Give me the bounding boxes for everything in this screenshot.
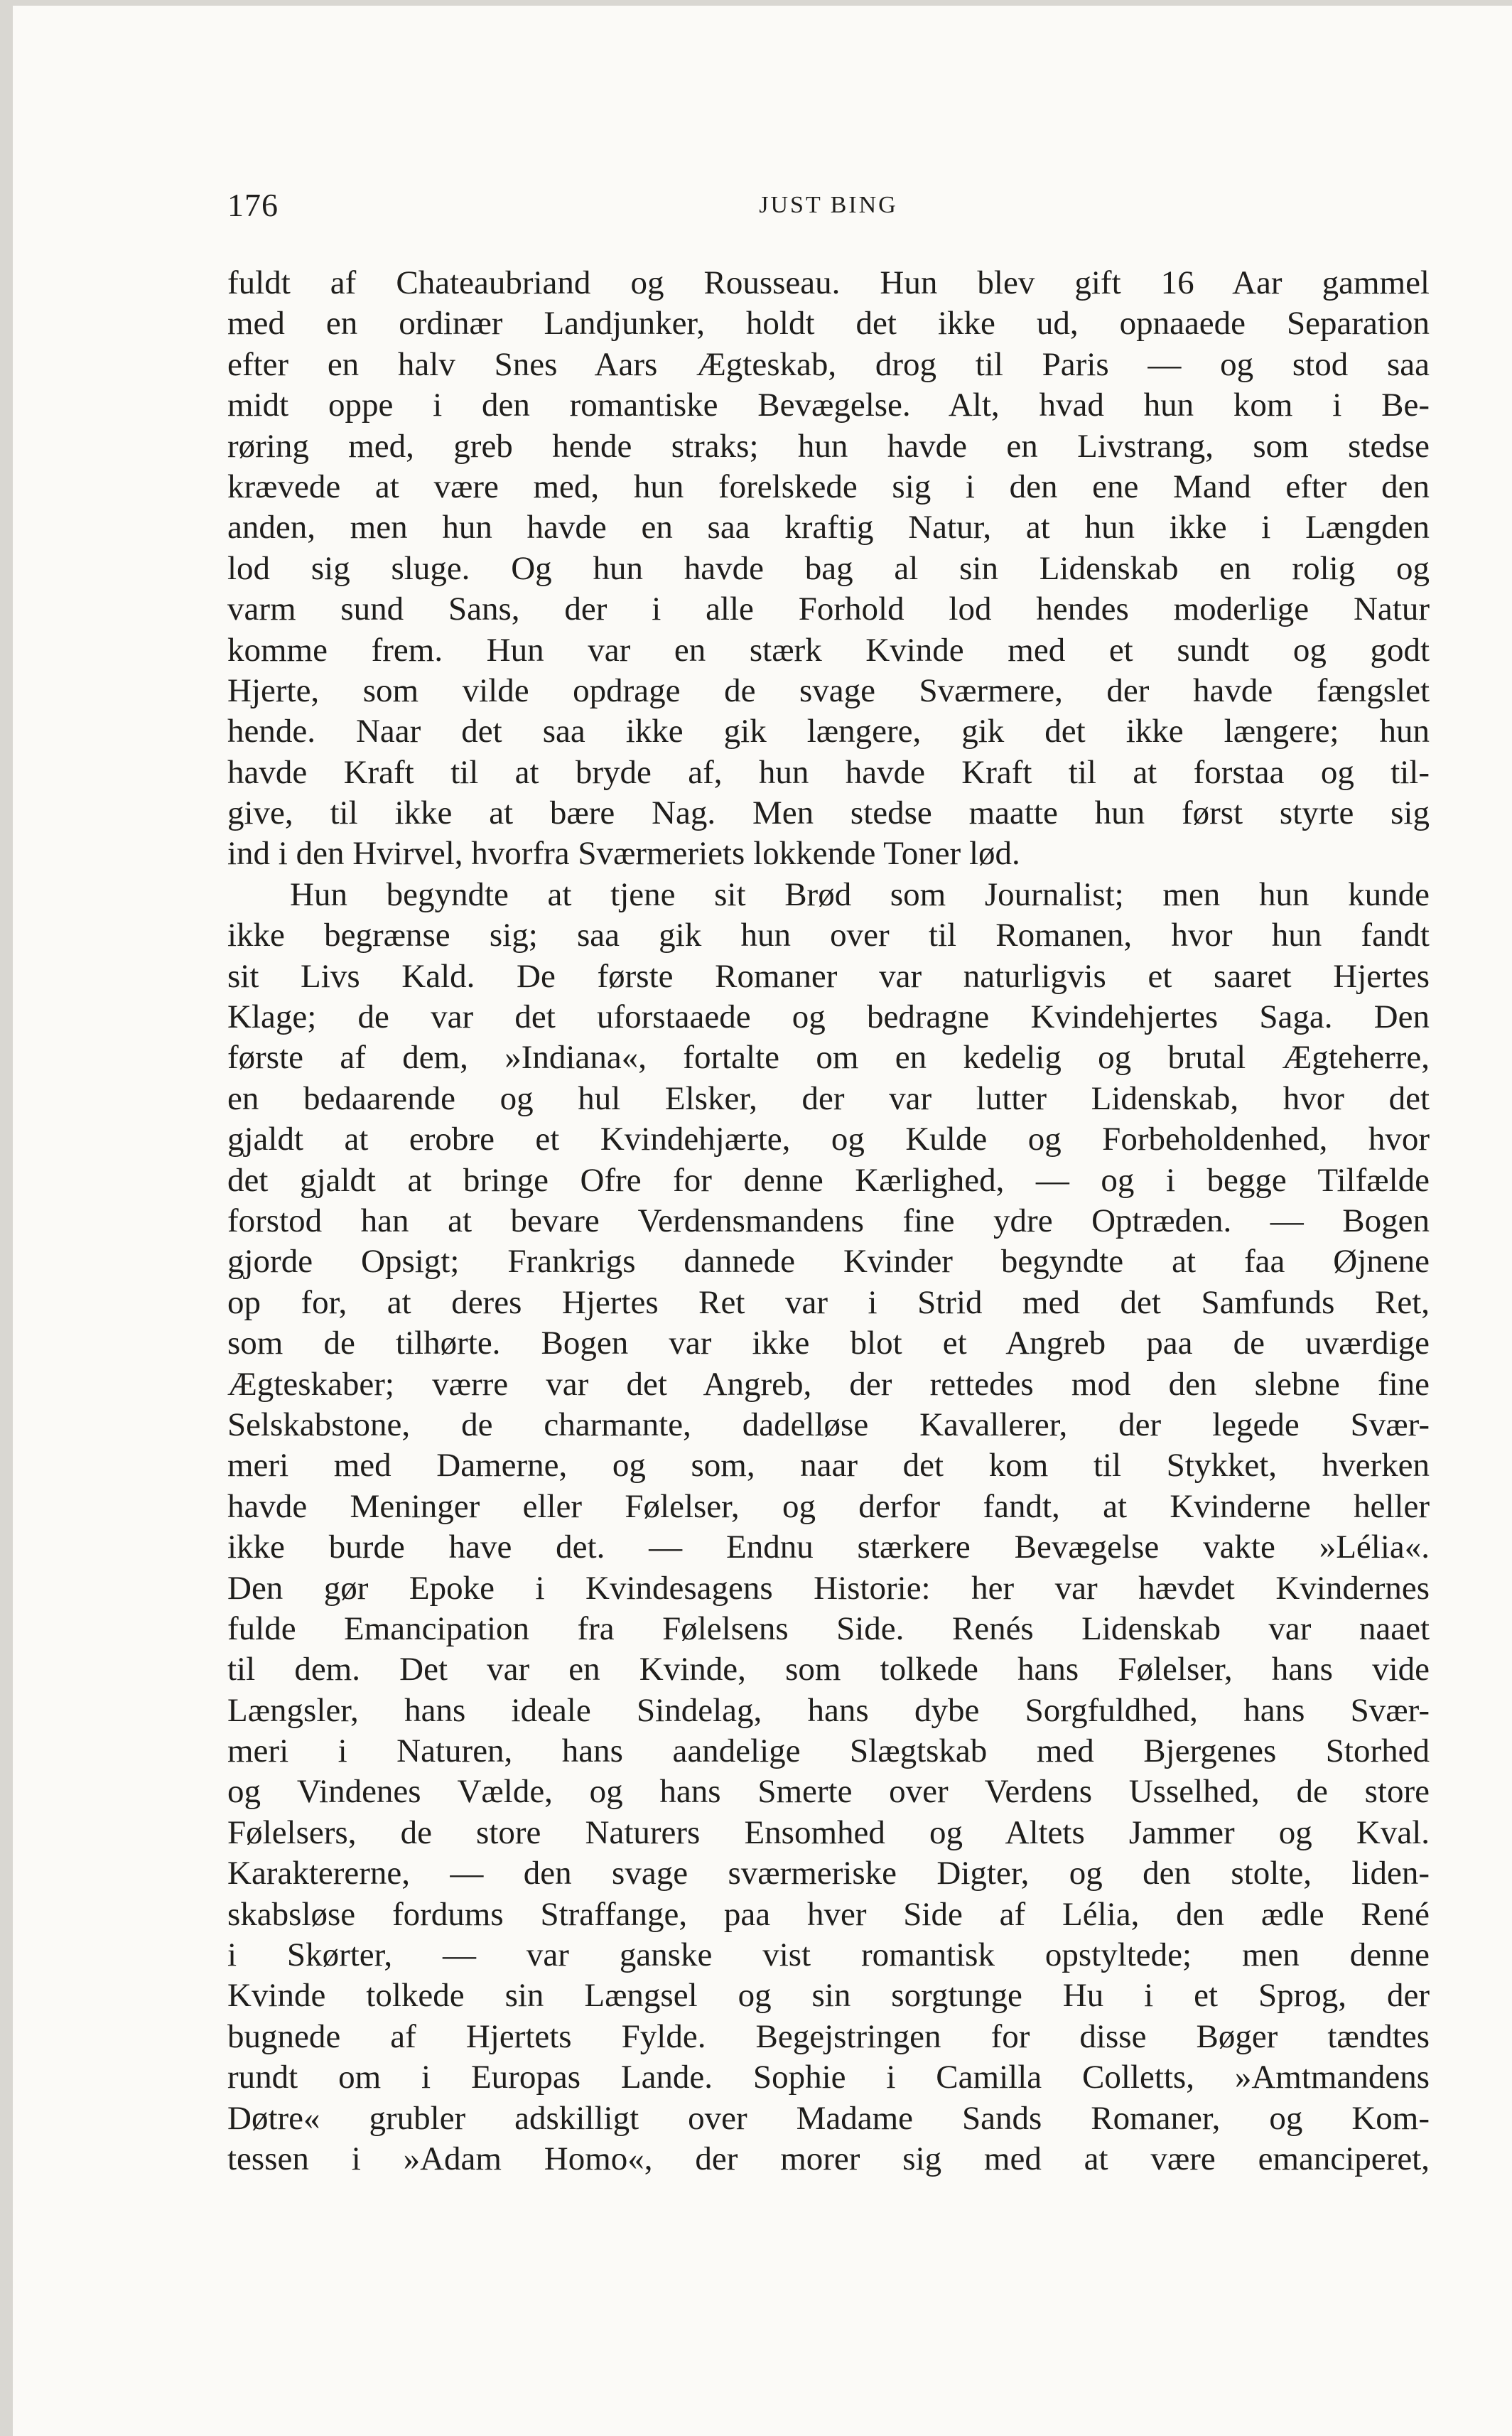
body-text <box>227 263 1430 2179</box>
text-line: med en ordinær Landjunker, holdt det ikke ud, opnaaede Separation <box>227 305 1430 343</box>
text-line: krævede at være med, hun forelskede sig i den ene Mand efter den <box>227 468 1430 505</box>
text-line: Selskabstone, de charmante, dadelløse Kavallerer, der legede Svær- <box>227 1406 1430 1443</box>
text-line: Karaktererne, — den svage sværmeriske Digter, og den stolte, liden- <box>227 1855 1430 1892</box>
text-line: sit Livs Kald. De første Romaner var naturligvis et saaret Hjertes <box>227 957 1430 995</box>
text-line: ind i den Hvirvel, hvorfra Sværmeriets lokkende Toner lød. <box>227 835 1020 873</box>
text-line: havde Meninger eller Følelser, og derfor fandt, at Kvinderne heller <box>227 1487 1430 1525</box>
text-line: midt oppe i den romantiske Bevægelse. Alt, hvad hun kom i Be- <box>227 387 1430 424</box>
text-line: lod sig sluge. Og hun havde bag al sin Lidenskab en rolig og <box>227 549 1430 587</box>
text-line: gjorde Opsigt; Frankrigs dannede Kvinder begyndte at faa Øjnene <box>227 1243 1430 1281</box>
text-line: til dem. Det var en Kvinde, som tolkede hans Følelser, hans vide <box>227 1651 1430 1688</box>
text-line: meri i Naturen, hans aandelige Slægtskab med Bjergenes Storhed <box>227 1732 1430 1770</box>
text-line: forstod han at bevare Verdensmandens fine ydre Optræden. — Bogen <box>227 1202 1430 1239</box>
text-line: fuldt af Chateaubriand og Rousseau. Hun blev gift 16 Aar gammel <box>227 264 1430 301</box>
text-line: fulde Emancipation fra Følelsens Side. Renés Lidenskab var naaet <box>227 1610 1430 1647</box>
text-line: bugnede af Hjertets Fylde. Begejstringen for disse Bøger tændtes <box>227 2017 1430 2055</box>
text-line: meri med Damerne, og som, naar det kom til Stykket, hverken <box>227 1447 1430 1484</box>
running-head <box>227 186 1430 229</box>
text-line: Følelsers, de store Naturers Ensomhed og Altets Jammer og Kval. <box>227 1813 1430 1851</box>
text-line: rundt om i Europas Lande. Sophie i Camilla Colletts, »Amtmandens <box>227 2059 1430 2096</box>
text-line: hende. Naar det saa ikke gik længere, gik det ikke længere; hun <box>227 713 1430 750</box>
text-line: i Skørter, — var ganske vist romantisk opstyltede; men denne <box>227 1936 1430 1974</box>
page-edge <box>0 0 13 2436</box>
text-line: tessen i »Adam Homo«, der morer sig med at være emanciperet, <box>227 2140 1430 2177</box>
page-number: 176 <box>227 187 279 223</box>
text-line: Hjerte, som vilde opdrage de svage Sværmere, der havde fængslet <box>227 672 1430 709</box>
text-line: Den gør Epoke i Kvindesagens Historie: her var hævdet Kvindernes <box>227 1569 1430 1607</box>
text-line: og Vindenes Vælde, og hans Smerte over Verdens Usselhed, de store <box>227 1773 1430 1811</box>
text-line: skabsløse fordums Straffange, paa hver Side af Lélia, den ædle René <box>227 1895 1430 1933</box>
text-line: anden, men hun havde en saa kraftig Natur, at hun ikke i Længden <box>227 509 1430 546</box>
text-line: Døtre« grubler adskilligt over Madame Sands Romaner, og Kom- <box>227 2099 1430 2137</box>
text-line: første af dem, »Indiana«, fortalte om en kedelig og brutal Ægteherre, <box>227 1039 1430 1077</box>
text-line: komme frem. Hun var en stærk Kvinde med et sundt og godt <box>227 631 1430 669</box>
text-line: Ægteskaber; værre var det Angreb, der rettedes mod den slebne fine <box>227 1365 1430 1403</box>
running-title: JUST BING <box>759 192 898 218</box>
page-edge-top <box>0 0 1512 6</box>
text-line: op for, at deres Hjertes Ret var i Strid med det Samfunds Ret, <box>227 1283 1430 1321</box>
text-line: ikke burde have det. — Endnu stærkere Bevægelse vakte »Lélia«. <box>227 1529 1430 1566</box>
text-line: havde Kraft til at bryde af, hun havde Kraft til at forstaa og til- <box>227 753 1430 791</box>
text-line: efter en halv Snes Aars Ægteskab, drog til Paris — og stod saa <box>227 345 1430 383</box>
text-line: som de tilhørte. Bogen var ikke blot et Angreb paa de uværdige <box>227 1325 1430 1362</box>
text-line: give, til ikke at bære Nag. Men stedse maatte hun først styrte sig <box>227 794 1430 832</box>
text-line: en bedaarende og hul Elsker, der var lutter Lidenskab, hvor det <box>227 1079 1430 1117</box>
text-line: gjaldt at erobre et Kvindehjærte, og Kulde og Forbeholdenhed, hvor <box>227 1121 1430 1158</box>
text-line: Hun begyndte at tjene sit Brød som Journalist; men hun kunde <box>290 875 1430 913</box>
text-line: ikke begrænse sig; saa gik hun over til Romanen, hvor hun fandt <box>227 917 1430 954</box>
text-line: det gjaldt at bringe Ofre for denne Kærlighed, — og i begge Tilfælde <box>227 1161 1430 1199</box>
text-line: røring med, greb hende straks; hun havde en Livstrang, som stedse <box>227 427 1430 465</box>
text-line: Kvinde tolkede sin Længsel og sin sorgtunge Hu i et Sprog, der <box>227 1977 1430 2015</box>
text-line: Længsler, hans ideale Sindelag, hans dybe Sorgfuldhed, hans Svær- <box>227 1691 1430 1729</box>
text-line: varm sund Sans, der i alle Forhold lod hendes moderlige Natur <box>227 591 1430 628</box>
text-line: Klage; de var det uforstaaede og bedragne Kvindehjertes Saga. Den <box>227 998 1430 1036</box>
